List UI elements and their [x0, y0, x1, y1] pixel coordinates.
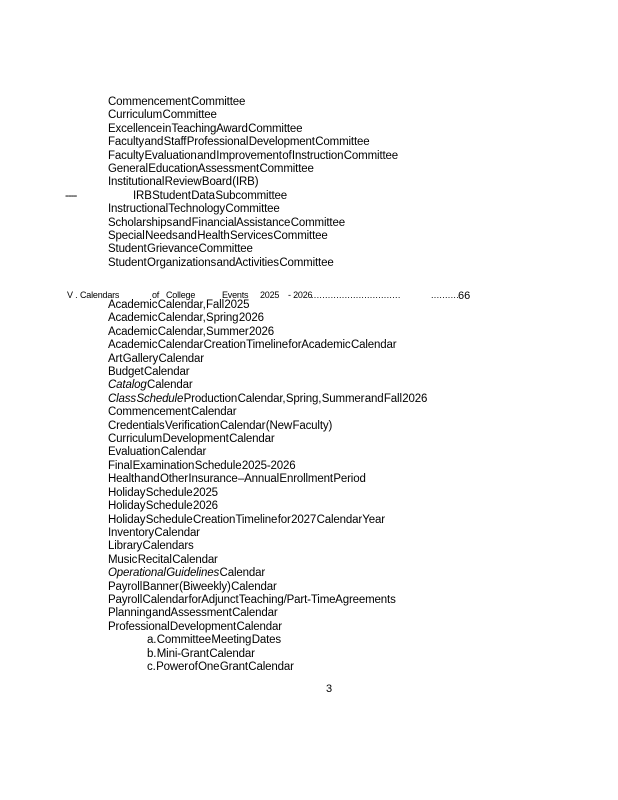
toc-line — [108, 299, 427, 312]
italic-title: Operational Guidelines — [108, 567, 220, 580]
toc-line-text: Academic Calendar Creation Timeline for Academic Calendar — [108, 339, 397, 352]
toc-line — [108, 554, 427, 567]
toc-line: Student Grievance Committee — [108, 243, 253, 256]
toc-line-text: Academic Calendar, Summer 2026 — [108, 325, 275, 338]
toc-line-text: Holiday Schedule 2026 — [108, 500, 218, 513]
section-word: Calendars — [80, 290, 120, 300]
toc-line-text: Evaluation Calendar — [108, 446, 207, 459]
toc-line-text: Budget Calendar — [108, 366, 190, 379]
section-page-ref: 66 — [458, 290, 471, 302]
italic-title: Class Schedule — [108, 392, 184, 405]
toc-line — [108, 487, 427, 500]
section-word: - 2026 — [288, 290, 313, 300]
section-word: 2025 — [260, 290, 280, 300]
toc-line-text: Holiday Schedule 2025 — [108, 486, 218, 499]
toc-line — [108, 567, 427, 580]
toc-line-text: Inventory Calendar — [108, 526, 200, 539]
toc-line — [108, 353, 427, 366]
toc-line — [108, 514, 427, 527]
toc-line-text: Curriculum Development Calendar — [108, 433, 275, 446]
toc-line — [108, 326, 427, 339]
toc-line: Commencement Committee — [108, 96, 246, 108]
toc-line — [108, 312, 427, 325]
toc-subline: c. Power of One Grant Calendar — [147, 660, 294, 673]
section-word: College — [166, 290, 196, 300]
toc-line — [108, 406, 427, 419]
toc-line-text: Payroll Calendar for Adjunct Teaching/Part-Time Agreements — [108, 593, 396, 606]
toc-line: Student Organizations and Activities Committee — [108, 256, 334, 269]
toc-subline: b. Mini-Grant Calendar — [147, 647, 255, 660]
toc-line-text: Holiday Schedule Creation Timeline for 2027 Calendar Year — [108, 513, 385, 526]
toc-line-text: Production Calendar, Spring, Summer and Fall 2026 — [183, 392, 428, 405]
toc-line-text: Academic Calendar, Fall 2025 — [108, 299, 250, 311]
section-word: of — [152, 290, 160, 300]
toc-line-subcommittee — [65, 189, 398, 203]
toc-line-text: Academic Calendar, Spring 2026 — [108, 312, 264, 325]
toc-line: Excellence in Teaching Award Committee — [108, 122, 303, 135]
toc-line-text: Health and Other Insurance – Annual Enrollment Period — [108, 473, 366, 486]
toc-line-text: Music Recital Calendar — [108, 553, 218, 566]
calendar-list — [108, 299, 427, 674]
toc-subline: a. Committee Meeting Dates — [147, 634, 282, 647]
toc-line — [108, 339, 427, 352]
toc-line: Curriculum Committee — [108, 109, 217, 122]
toc-line: Instructional Technology Committee — [108, 203, 280, 216]
toc-line-text: IRB Student Data Subcommittee — [133, 189, 288, 202]
toc-line — [108, 420, 427, 433]
toc-line-text: Final Examination Schedule 2025-2026 — [108, 459, 296, 472]
toc-line — [108, 621, 427, 634]
toc-line — [108, 433, 427, 446]
toc-line-text: Commencement Calendar — [108, 406, 237, 419]
page-number: 3 — [326, 683, 333, 695]
italic-title: Catalog — [108, 379, 147, 392]
toc-line: General Education Assessment Committee — [108, 163, 314, 176]
toc-line — [108, 379, 427, 392]
toc-line — [108, 393, 427, 406]
toc-line — [108, 446, 427, 459]
toc-line-text: Credentials Verification Calendar (New Faculty) — [108, 419, 333, 432]
toc-line-text: Professional Development Calendar — [108, 620, 282, 633]
toc-line-text: Planning and Assessment Calendar — [108, 607, 278, 620]
toc-line — [108, 500, 427, 513]
dot-leader: .......... — [431, 290, 460, 300]
toc-line: Institutional Review Board (IRB) — [108, 176, 259, 189]
toc-line — [108, 581, 427, 594]
toc-line-text: Payroll Banner (Biweekly) Calendar — [108, 580, 277, 593]
dot-leader: ................................ — [311, 290, 401, 300]
toc-line-text: Calendar — [146, 379, 193, 392]
toc-line — [108, 540, 427, 553]
toc-line — [108, 527, 427, 540]
toc-line: Scholarships and Financial Assistance Committee — [108, 216, 345, 229]
toc-line: Faculty and Staff Professional Development Committee — [108, 136, 370, 149]
margin-dash-mark: ---- — [65, 189, 77, 202]
section-word: Events — [222, 290, 249, 300]
toc-line-text: Calendar — [219, 567, 266, 580]
toc-line-text: Library Calendars — [108, 540, 194, 553]
toc-line — [108, 607, 427, 620]
toc-line: Faculty Evaluation and Improvement of Instruction Committee — [108, 149, 399, 162]
committee-list — [65, 96, 399, 270]
toc-line: Special Needs and Health Services Committee — [108, 230, 328, 243]
toc-line — [108, 473, 427, 486]
toc-line — [108, 366, 427, 379]
toc-line-text: Art Gallery Calendar — [108, 352, 204, 365]
section-numeral: V . — [67, 290, 78, 300]
toc-line — [108, 594, 427, 607]
toc-line — [108, 460, 427, 473]
